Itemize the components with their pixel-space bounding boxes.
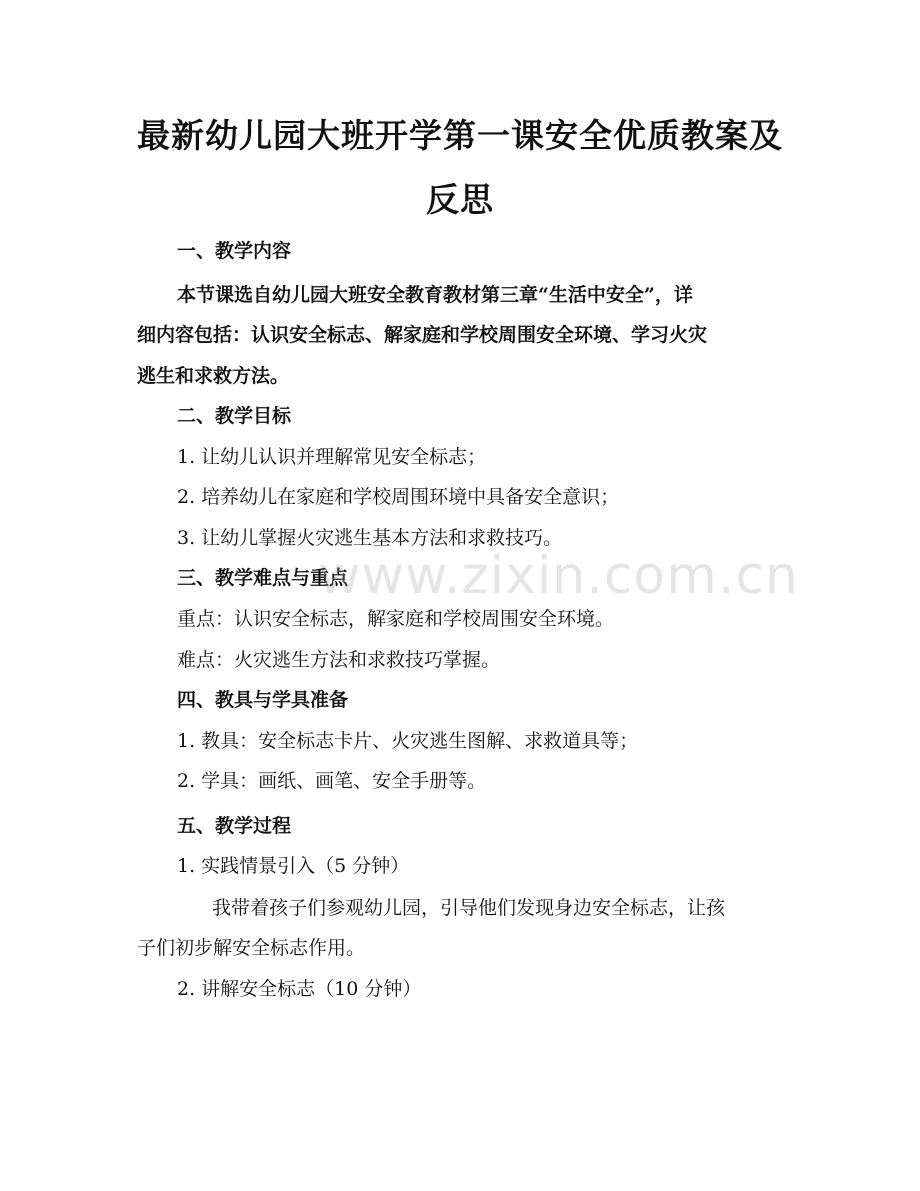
document-title-line-1: 最新幼儿园大班开学第一课安全优质教案及 <box>137 116 783 155</box>
process-paragraph-text: 我带着孩子们参观幼儿园，引导他们发现身边安全标志，让孩 <box>212 897 726 919</box>
process-paragraph-line: 子们初步解安全标志作用。 <box>137 937 366 959</box>
document-title-line-2: 反思 <box>426 180 494 219</box>
section-heading-content: 一、教学内容 <box>177 240 292 262</box>
watermark: www.zixin.com.cn <box>318 546 799 606</box>
objective-item: 3. 让幼儿掌握火灾逃生基本方法和求救技巧。 <box>177 527 563 549</box>
section-heading-objectives: 二、教学目标 <box>177 405 292 427</box>
material-item: 1. 教具：安全标志卡片、火灾逃生图解、求救道具等； <box>177 730 639 752</box>
section-heading-key-points: 三、教学难点与重点 <box>177 567 349 589</box>
process-step: 1. 实践情景引入（5 分钟） <box>177 855 410 877</box>
section-heading-process: 五、教学过程 <box>177 815 292 837</box>
material-item: 2. 学具：画纸、画笔、安全手册等。 <box>177 770 487 792</box>
objective-item: 1. 让幼儿认识并理解常见安全标志； <box>177 446 487 468</box>
content-paragraph-line: 逃生和求救方法。 <box>137 365 290 387</box>
objective-item: 2. 培养幼儿在家庭和学校周围环境中具备安全意识； <box>177 486 620 508</box>
difficulty-item: 难点：火灾逃生方法和求救技巧掌握。 <box>177 649 501 671</box>
process-step: 2. 讲解安全标志（10 分钟） <box>177 978 422 1000</box>
section-heading-materials: 四、教具与学具准备 <box>177 689 349 711</box>
content-paragraph-line: 细内容包括：认识安全标志、解家庭和学校周围安全环境、学习火灾 <box>137 324 708 346</box>
key-point-item: 重点：认识安全标志，解家庭和学校周围安全环境。 <box>177 608 615 630</box>
process-paragraph-line <box>137 895 787 921</box>
content-paragraph-line: 本节课选自幼儿园大班安全教育教材第三章“生活中安全”，详 <box>177 284 693 306</box>
